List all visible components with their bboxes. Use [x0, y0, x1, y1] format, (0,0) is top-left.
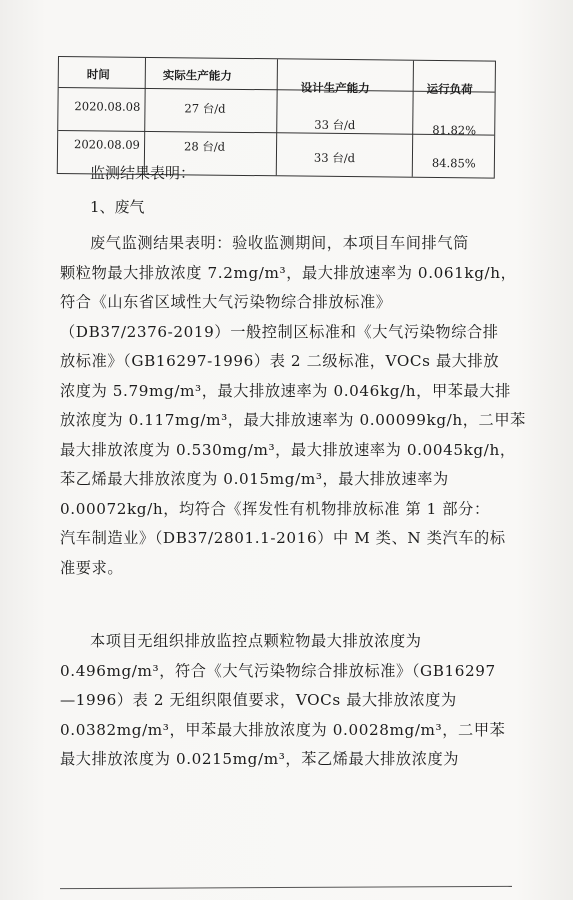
- p2-line: 0.496mg/m³，符合《大气污染物综合排放标准》（GB16297: [60, 661, 496, 680]
- header-time: 时间: [86, 67, 110, 82]
- header-operating-load: 运行负荷: [426, 81, 473, 97]
- header-actual-capacity: 实际生产能力: [162, 68, 232, 83]
- row2-date: 2020.08.09: [74, 137, 141, 152]
- p1-line: 0.00072kg/h，均符合《挥发性有机物排放标准 第 1 部分：: [60, 499, 490, 518]
- paragraph-fugitive-emissions: [60, 627, 506, 775]
- p2-line: 0.0382mg/m³，甲苯最大排放浓度为 0.0028mg/m³，二甲苯: [60, 720, 506, 739]
- p1-line: 准要求。: [60, 558, 124, 577]
- row1-design: 33 台/d: [314, 117, 356, 133]
- p2-line: 最大排放浓度为 0.0215mg/m³，苯乙烯最大排放浓度为: [60, 750, 460, 768]
- p1-line: 放标准》（GB16297-1996）表 2 二级标准，VOCs 最大排放: [60, 352, 500, 370]
- row2-load: 84.85%: [431, 155, 476, 171]
- row1-load: 81.82%: [432, 122, 477, 138]
- p1-line: 浓度为 5.79mg/m³，最大排放速率为 0.046kg/h，甲苯最大排: [60, 381, 511, 400]
- p1-line: 废气监测结果表明：验收监测期间，本项目车间排气筒: [90, 234, 469, 252]
- row2-actual: 28 台/d: [183, 139, 226, 154]
- row2-design: 33 台/d: [313, 150, 356, 166]
- paragraph-organized-emissions: [60, 229, 526, 583]
- p1-line: 放浓度为 0.117mg/m³，最大排放速率为 0.00099kg/h，二甲苯: [60, 411, 526, 429]
- header-design-capacity: 设计生产能力: [300, 80, 370, 96]
- p2-line: 本项目无组织排放监控点颗粒物最大排放浓度为: [90, 632, 422, 650]
- p1-line: 最大排放浓度为 0.530mg/m³，最大排放速率为 0.0045kg/h，: [60, 440, 516, 459]
- row1-actual: 27 台/d: [184, 101, 226, 116]
- p1-line: 苯乙烯最大排放浓度为 0.015mg/m³，最大排放速率为: [60, 470, 449, 488]
- intro-text: 监测结果表明：: [90, 164, 196, 182]
- production-capacity-table: [57, 56, 496, 179]
- page-bottom-rule: [60, 886, 512, 889]
- p2-line: —1996）表 2 无组织限值要求，VOCs 最大排放浓度为: [60, 691, 457, 709]
- row1-date: 2020.08.08: [74, 99, 141, 114]
- p1-line: 颗粒物最大排放浓度 7.2mg/m³，最大排放速率为 0.061kg/h，: [60, 263, 517, 282]
- section-heading-exhaust-gas: 1、废气: [90, 198, 145, 216]
- p1-line: 汽车制造业》（DB37/2801.1-2016）中 M 类、N 类汽车的标: [60, 529, 506, 547]
- p1-line: （DB37/2376-2019）一般控制区标准和《大气污染物综合排: [60, 322, 499, 341]
- p1-line: 符合《山东省区域性大气污染物综合排放标准》: [60, 293, 392, 311]
